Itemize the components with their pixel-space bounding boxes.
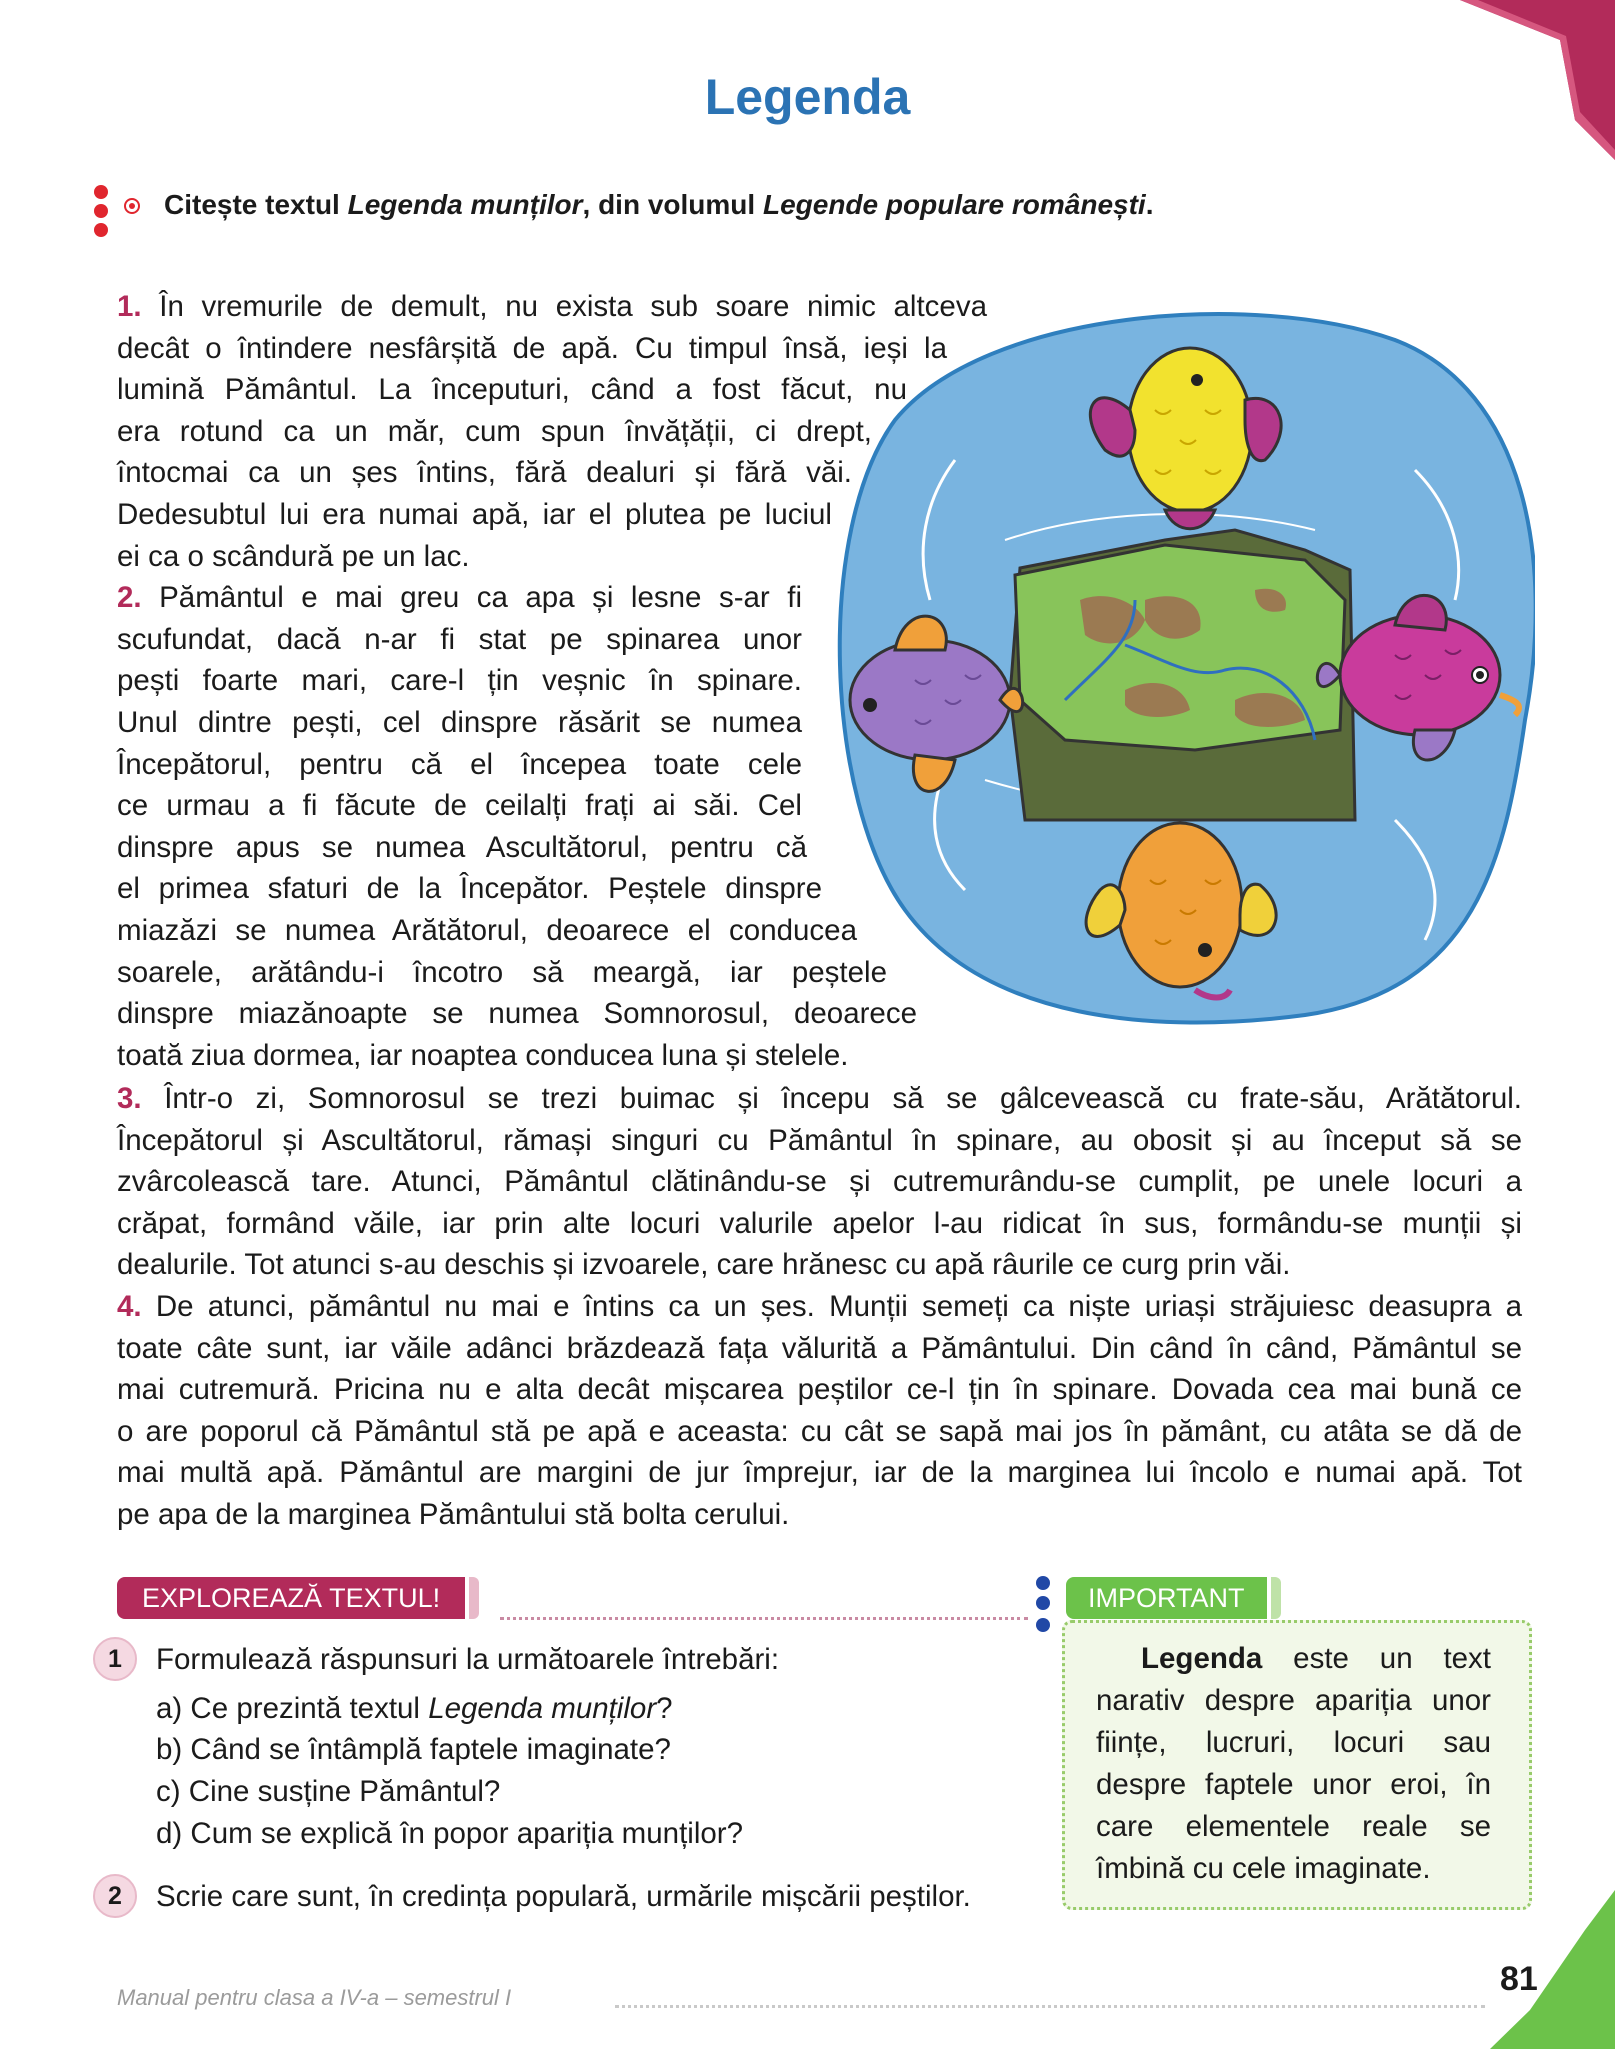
question-1-text: Formulează răspunsuri la următoarele întrebări: [156, 1643, 780, 1676]
story-line [117, 1369, 1522, 1411]
story-line-text: mai multă apă. Pământul are margini de jur împrejur, iar de la marginea lui încolo e numai apă. Tot [117, 1456, 1522, 1490]
story-line [117, 785, 802, 827]
story-line [117, 868, 822, 910]
story-line [117, 619, 802, 661]
story-line-text: Începătorul și Ascultătorul, rămași singuri cu Pământul în spinare, au obosit și au început să se [117, 1123, 1522, 1157]
story-line [117, 411, 872, 453]
story-line-text: toate câte sunt, iar văile adânci brăzdează fața vălurită a Pământului. Din când în când, Pământul se [117, 1331, 1522, 1365]
story-line-text: Unul dintre pești, cel dinspre răsărit se numea [117, 705, 802, 739]
story-line [117, 494, 832, 536]
question-2-text: Scrie care sunt, în credința populară, urmările mișcării peștilor. [156, 1880, 971, 1913]
story-line-text: toată ziua dormea, iar noaptea conducea luna și stelele. [117, 1038, 849, 1072]
story-line-text: În vremurile de demult, nu exista sub soare nimic altceva [159, 290, 987, 323]
story-line-text: dinspre miazănoapte se numea Somnorosul, deoarece [117, 997, 917, 1031]
story-line [117, 1494, 1522, 1536]
story-line [117, 577, 802, 619]
story-line [117, 1203, 1522, 1245]
footer-text: Manual pentru clasa a IV-a – semestrul I [117, 1985, 512, 2010]
question-1-b: b) Când se întâmplă faptele imaginate? [156, 1733, 671, 1766]
story-line [117, 744, 802, 786]
page-title: Legenda [704, 69, 911, 125]
question-number-1: 1 [93, 1637, 137, 1681]
story-line-text: Începătorul, pentru că el începea toate cele [117, 747, 802, 781]
intro-text: Citește textul Legenda munților, din volumul Legende populare românești. [164, 189, 1154, 220]
story-line [117, 1452, 1522, 1494]
story-line [117, 1035, 917, 1077]
story-line-text: crăpat, formând văile, iar prin alte locuri valurile apelor l-au ridicat în sus, formându-se munții și [117, 1206, 1522, 1240]
story-line-text: el primea sfaturi de la Începător. Peștele dinspre [117, 872, 822, 906]
story-line-text: decât o întindere nesfârșită de apă. Cu timpul însă, ieși la [117, 331, 947, 365]
story-line [117, 1161, 1522, 1203]
story-line [117, 328, 947, 370]
story-line-text: dealurile. Tot atunci s-au deschis și izvoarele, care hrănesc cu apă râurile ce curg prin văi. [117, 1248, 1291, 1282]
question-1-d: d) Cum se explică în popor apariția munților? [156, 1817, 744, 1850]
fish-earth-illustration [835, 300, 1535, 1030]
story-paragraphs-3-4 [117, 1078, 1522, 1536]
page-number: 81 [1500, 1960, 1538, 1998]
story-line-text: o are poporul că Pământul stă pe apă e aceasta: cu cât se sapă mai jos în pământ, cu atâta se dă de [117, 1414, 1522, 1448]
paragraph-number: 3. [117, 1082, 142, 1115]
story-line [117, 1078, 1522, 1120]
story-line-text: Într-o zi, Somnorosul se trezi buimac și începu să se gâlcevească cu frate-său, Arătătorul. [164, 1082, 1522, 1115]
bullet-icon [124, 198, 140, 214]
paragraph-number: 1. [117, 290, 142, 323]
story-line [117, 1120, 1522, 1162]
question-1-c: c) Cine susține Pământul? [156, 1775, 501, 1808]
important-tab: IMPORTANT [1066, 1577, 1267, 1619]
story-line [117, 1411, 1522, 1453]
question-1-a: a) Ce prezintă textul Legenda munților? [156, 1692, 673, 1725]
story-line [117, 1286, 1522, 1328]
story-line-text: dinspre apus se numea Ascultătorul, pentru că [117, 830, 807, 864]
story-line-text: Dedesubtul lui era numai apă, iar el plutea pe luciul [117, 497, 832, 531]
story-line [117, 827, 807, 869]
intro-instruction [94, 185, 1494, 245]
paragraph-number: 4. [117, 1289, 142, 1323]
story-line-text: întocmai ca un șes întins, fără dealuri și fără văi. [117, 456, 852, 490]
story-line [117, 993, 917, 1035]
story-line [117, 369, 907, 411]
story-line [117, 952, 887, 994]
story-line-text: ce urmau a fi făcute de ceilalți frați ai săi. Cel [117, 789, 802, 823]
story-line-text: ei ca o scândură pe un lac. [117, 539, 470, 573]
story-line [117, 660, 802, 702]
story-line-text: pe apa de la marginea Pământului stă bolta cerului. [117, 1497, 790, 1531]
important-definition: Legenda este un text narativ despre apariția unor ființe, lucruri, locuri sau despre faptele unor eroi, în care elementele reale se îmbină cu cele imaginate. [1096, 1642, 1491, 1885]
story-line-text: lumină Pământul. La începuturi, când a fost făcut, nu [117, 373, 907, 407]
story-line-text: scufundat, dacă n-ar fi stat pe spinarea unor [117, 622, 802, 656]
explore-divider [500, 1617, 1028, 1620]
story-line-text: era rotund ca un măr, cum spun învățății, ci drept, [117, 414, 872, 448]
story-line [117, 702, 802, 744]
story-line-text: soarele, arătându-i încotro să meargă, iar peștele [117, 955, 887, 989]
question-number-2: 2 [93, 1874, 137, 1918]
paragraph-number: 2. [117, 581, 142, 615]
story-line [117, 910, 857, 952]
story-line-text: miazăzi se numea Arătătorul, deoarece el conducea [117, 913, 857, 947]
story-line-text: zvârcolească tare. Atunci, Pământul clătinându-se și cutremurându-se cumplit, pe unele locuri a [117, 1165, 1522, 1199]
footer-divider [615, 2005, 1485, 2008]
story-line-text: Pământul e mai greu ca apa și lesne s-ar fi [159, 581, 802, 615]
story-line-text: mai cutremură. Pricina nu e alta decât mișcarea peștilor ce-l țin în spinare. Dovada cea mai bună ce [117, 1373, 1522, 1407]
story-line [117, 536, 817, 578]
explore-section-tab: EXPLOREAZĂ TEXTUL! [117, 1577, 465, 1619]
story-line-text: De atunci, pământul nu mai e întins ca un șes. Munții semeți ca niște uriași străjuiesc deasupra a [155, 1289, 1522, 1323]
story-line [117, 1328, 1522, 1370]
story-line-text: pești foarte mari, care-l țin veșnic în spinare. [117, 664, 802, 698]
story-line [117, 1244, 1522, 1286]
story-line [117, 452, 852, 494]
